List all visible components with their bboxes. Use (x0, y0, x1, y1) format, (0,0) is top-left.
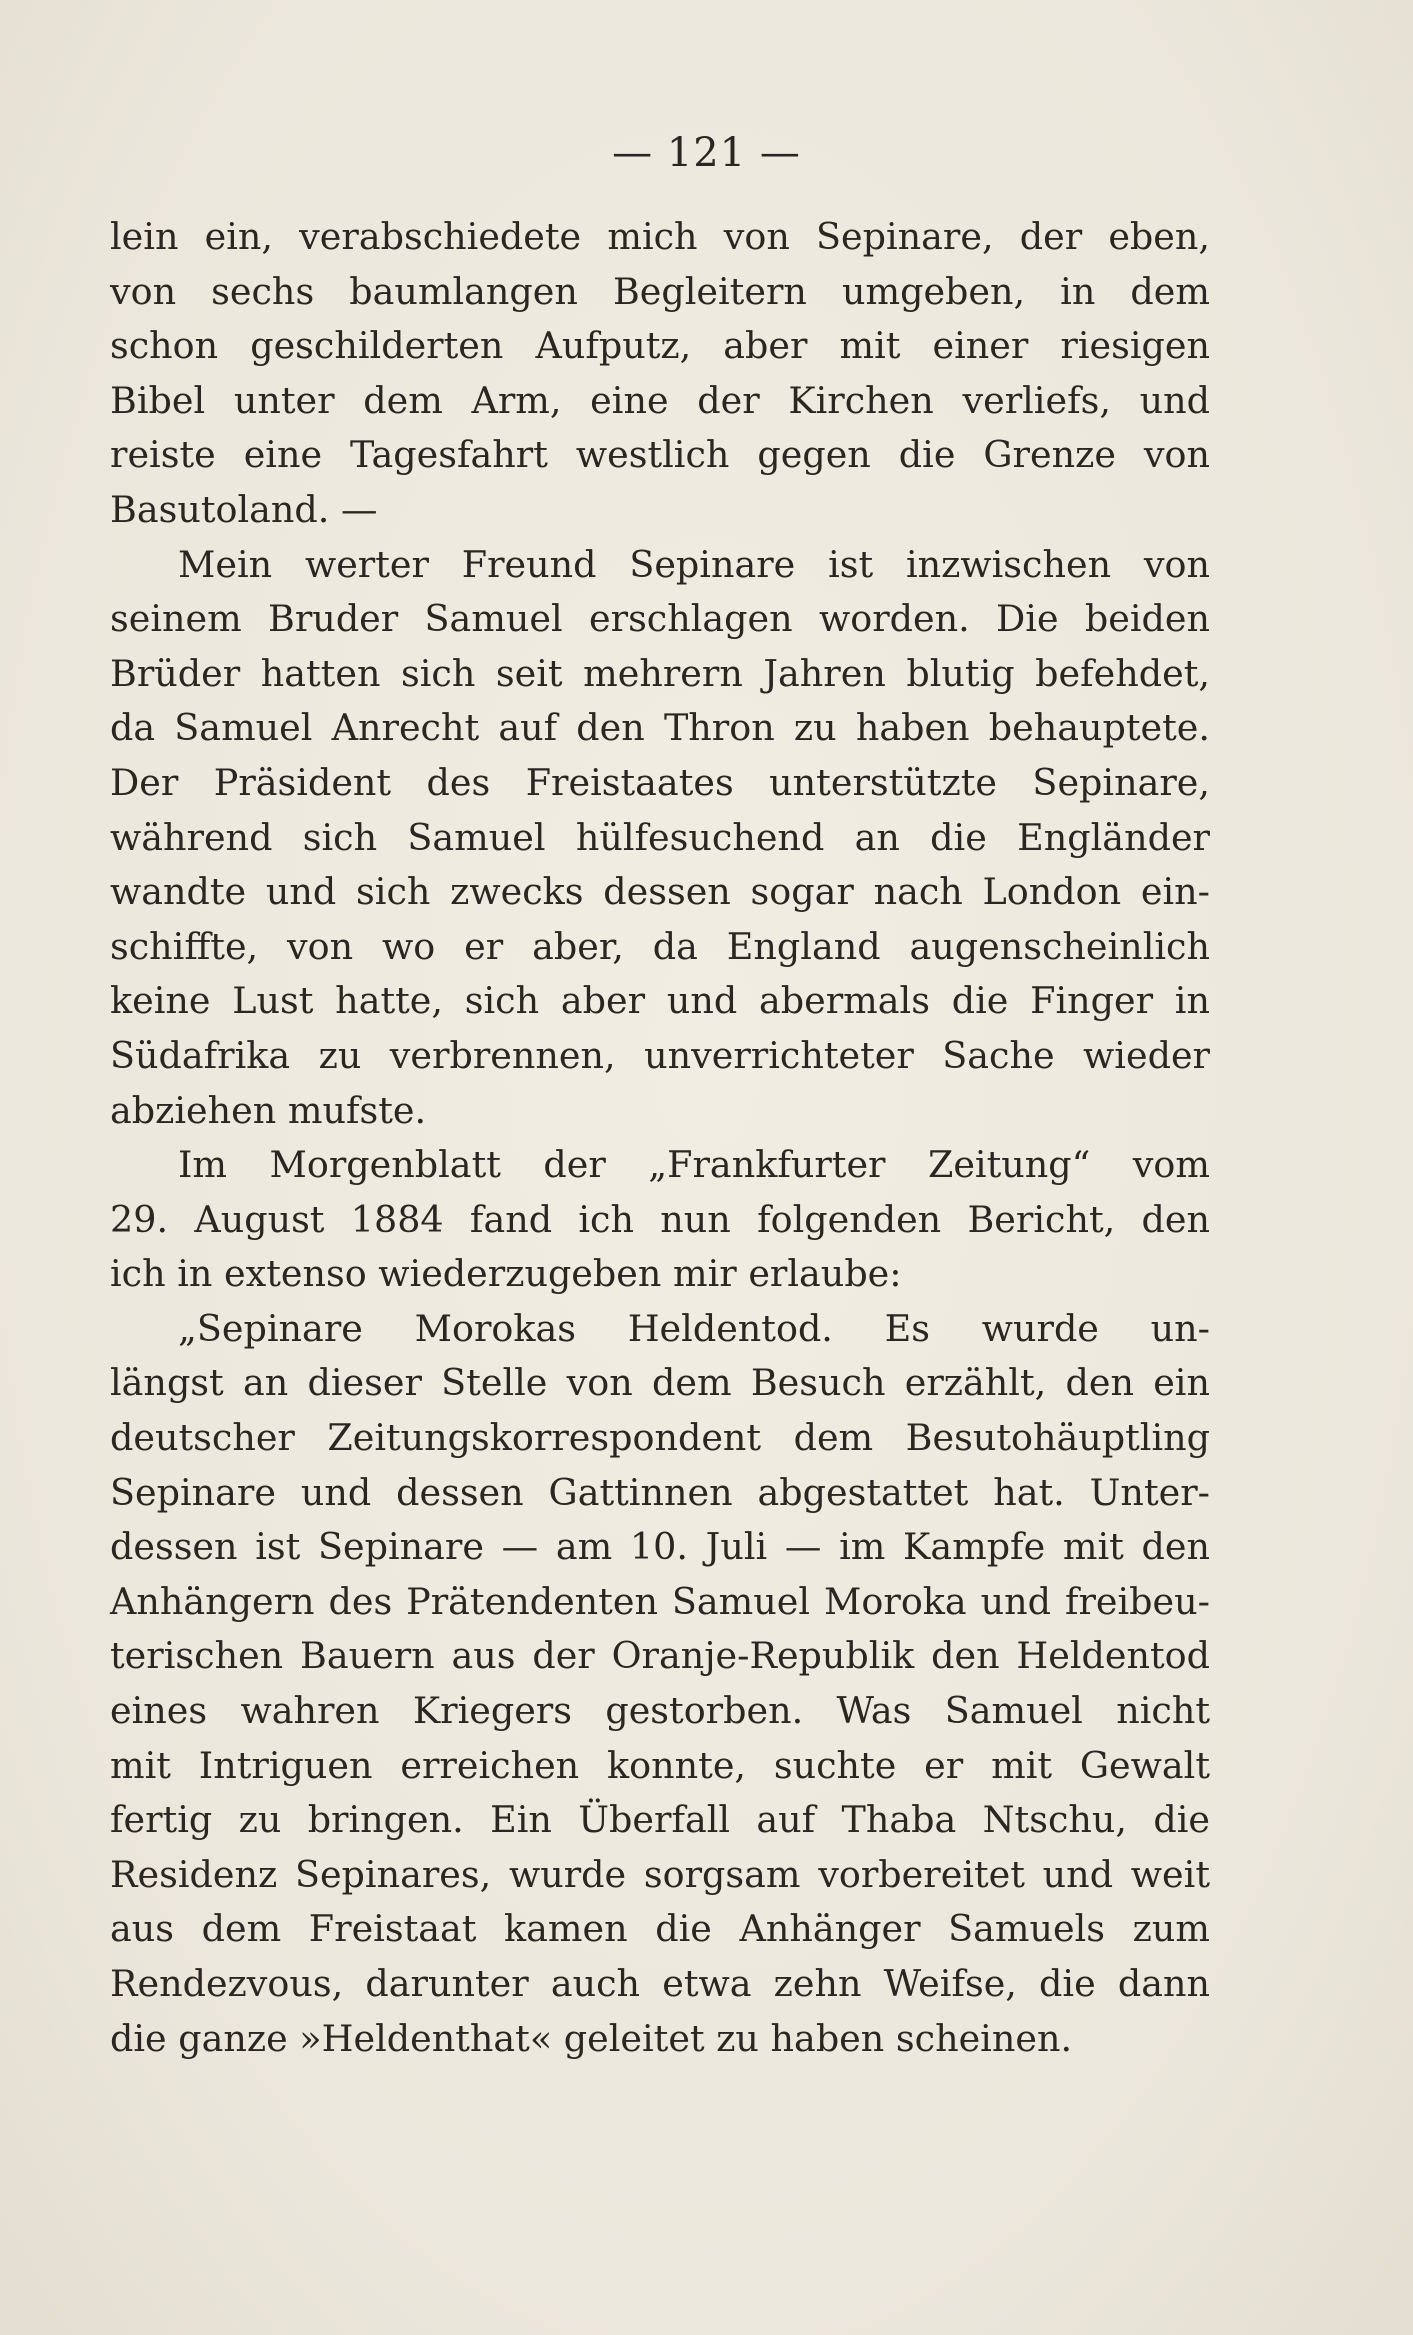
text-line: schon geschilderten Aufputz, aber mit einer riesigen (110, 324, 1210, 368)
text-line: wandte und sich zwecks dessen sogar nach London ein- (110, 870, 1210, 914)
text-line: 29. August 1884 fand ich nun folgenden Bericht, den (110, 1197, 1210, 1241)
text-line: Südafrika zu verbrennen, unverrichteter Sache wieder (110, 1033, 1210, 1077)
paragraph-1 (110, 210, 1210, 538)
text-line: terischen Bauern aus der Oranje-Republik den Heldentod (110, 1634, 1210, 1678)
text-line: eines wahren Kriegers gestorben. Was Samuel nicht (110, 1689, 1210, 1733)
text-line: ich in extenso wiederzugeben mir erlaube: (110, 1252, 902, 1296)
text-line: Sepinare und dessen Gattinnen abgestattet hat. Unter- (110, 1470, 1210, 1514)
text-line: Basutoland. — (110, 487, 378, 531)
text-line: Rendezvous, darunter auch etwa zehn Weifse, die dann (110, 1962, 1210, 2005)
text-line: seinem Bruder Samuel erschlagen worden. Die beiden (110, 597, 1210, 641)
text-line: Im Morgenblatt der „Frankfurter Zeitung“ vom (178, 1143, 1210, 1187)
text-line: abziehen mufste. (110, 1088, 427, 1132)
text-line: Residenz Sepinares, wurde sorgsam vorbereitet und weit (110, 1852, 1210, 1896)
text-line: fertig zu bringen. Ein Überfall auf Thaba Ntschu, die (110, 1798, 1210, 1842)
text-line: Anhängern des Prätendenten Samuel Moroka und freibeu- (110, 1579, 1210, 1623)
text-line: da Samuel Anrecht auf den Thron zu haben behauptete. (110, 706, 1210, 750)
text-line: Der Präsident des Freistaates unterstützte Sepinare, (110, 760, 1210, 804)
text-line: mit Intriguen erreichen konnte, suchte er mit Gewalt (110, 1743, 1210, 1787)
text-line: aus dem Freistaat kamen die Anhänger Samuels zum (110, 1907, 1210, 1951)
text-line: während sich Samuel hülfesuchend an die Engländer (110, 815, 1210, 859)
text-line: „Sepinare Morokas Heldentod. Es wurde un- (178, 1306, 1210, 1350)
text-line: keine Lust hatte, sich aber und abermals die Finger in (110, 979, 1210, 1023)
paragraph-3 (110, 1138, 1210, 1302)
text-line: längst an dieser Stelle von dem Besuch erzählt, den ein (110, 1361, 1210, 1405)
page-number: — 121 — (612, 130, 801, 176)
text-line: von sechs baumlangen Begleitern umgeben, in dem (110, 269, 1210, 313)
body-text (110, 210, 1210, 2066)
text-line: dessen ist Sepinare — am 10. Juli — im Kampfe mit den (110, 1525, 1210, 1569)
text-line: schiffte, von wo er aber, da England augenscheinlich (110, 924, 1210, 968)
text-line: deutscher Zeitungskorrespondent dem Besutohäuptling (110, 1416, 1210, 1460)
text-line: die ganze »Heldenthat« geleitet zu haben scheinen. (110, 2016, 1073, 2060)
text-line: Brüder hatten sich seit mehrern Jahren blutig befehdet, (110, 651, 1210, 695)
paragraph-2 (110, 538, 1210, 1139)
text-line: lein ein, verabschiedete mich von Sepinare, der eben, (110, 215, 1210, 258)
paragraph-4 (110, 1302, 1210, 2066)
text-line: Bibel unter dem Arm, eine der Kirchen verliefs, und (110, 378, 1210, 422)
text-line: Mein werter Freund Sepinare ist inzwischen von (178, 542, 1210, 586)
text-line: reiste eine Tagesfahrt westlich gegen die Grenze von (110, 433, 1210, 477)
